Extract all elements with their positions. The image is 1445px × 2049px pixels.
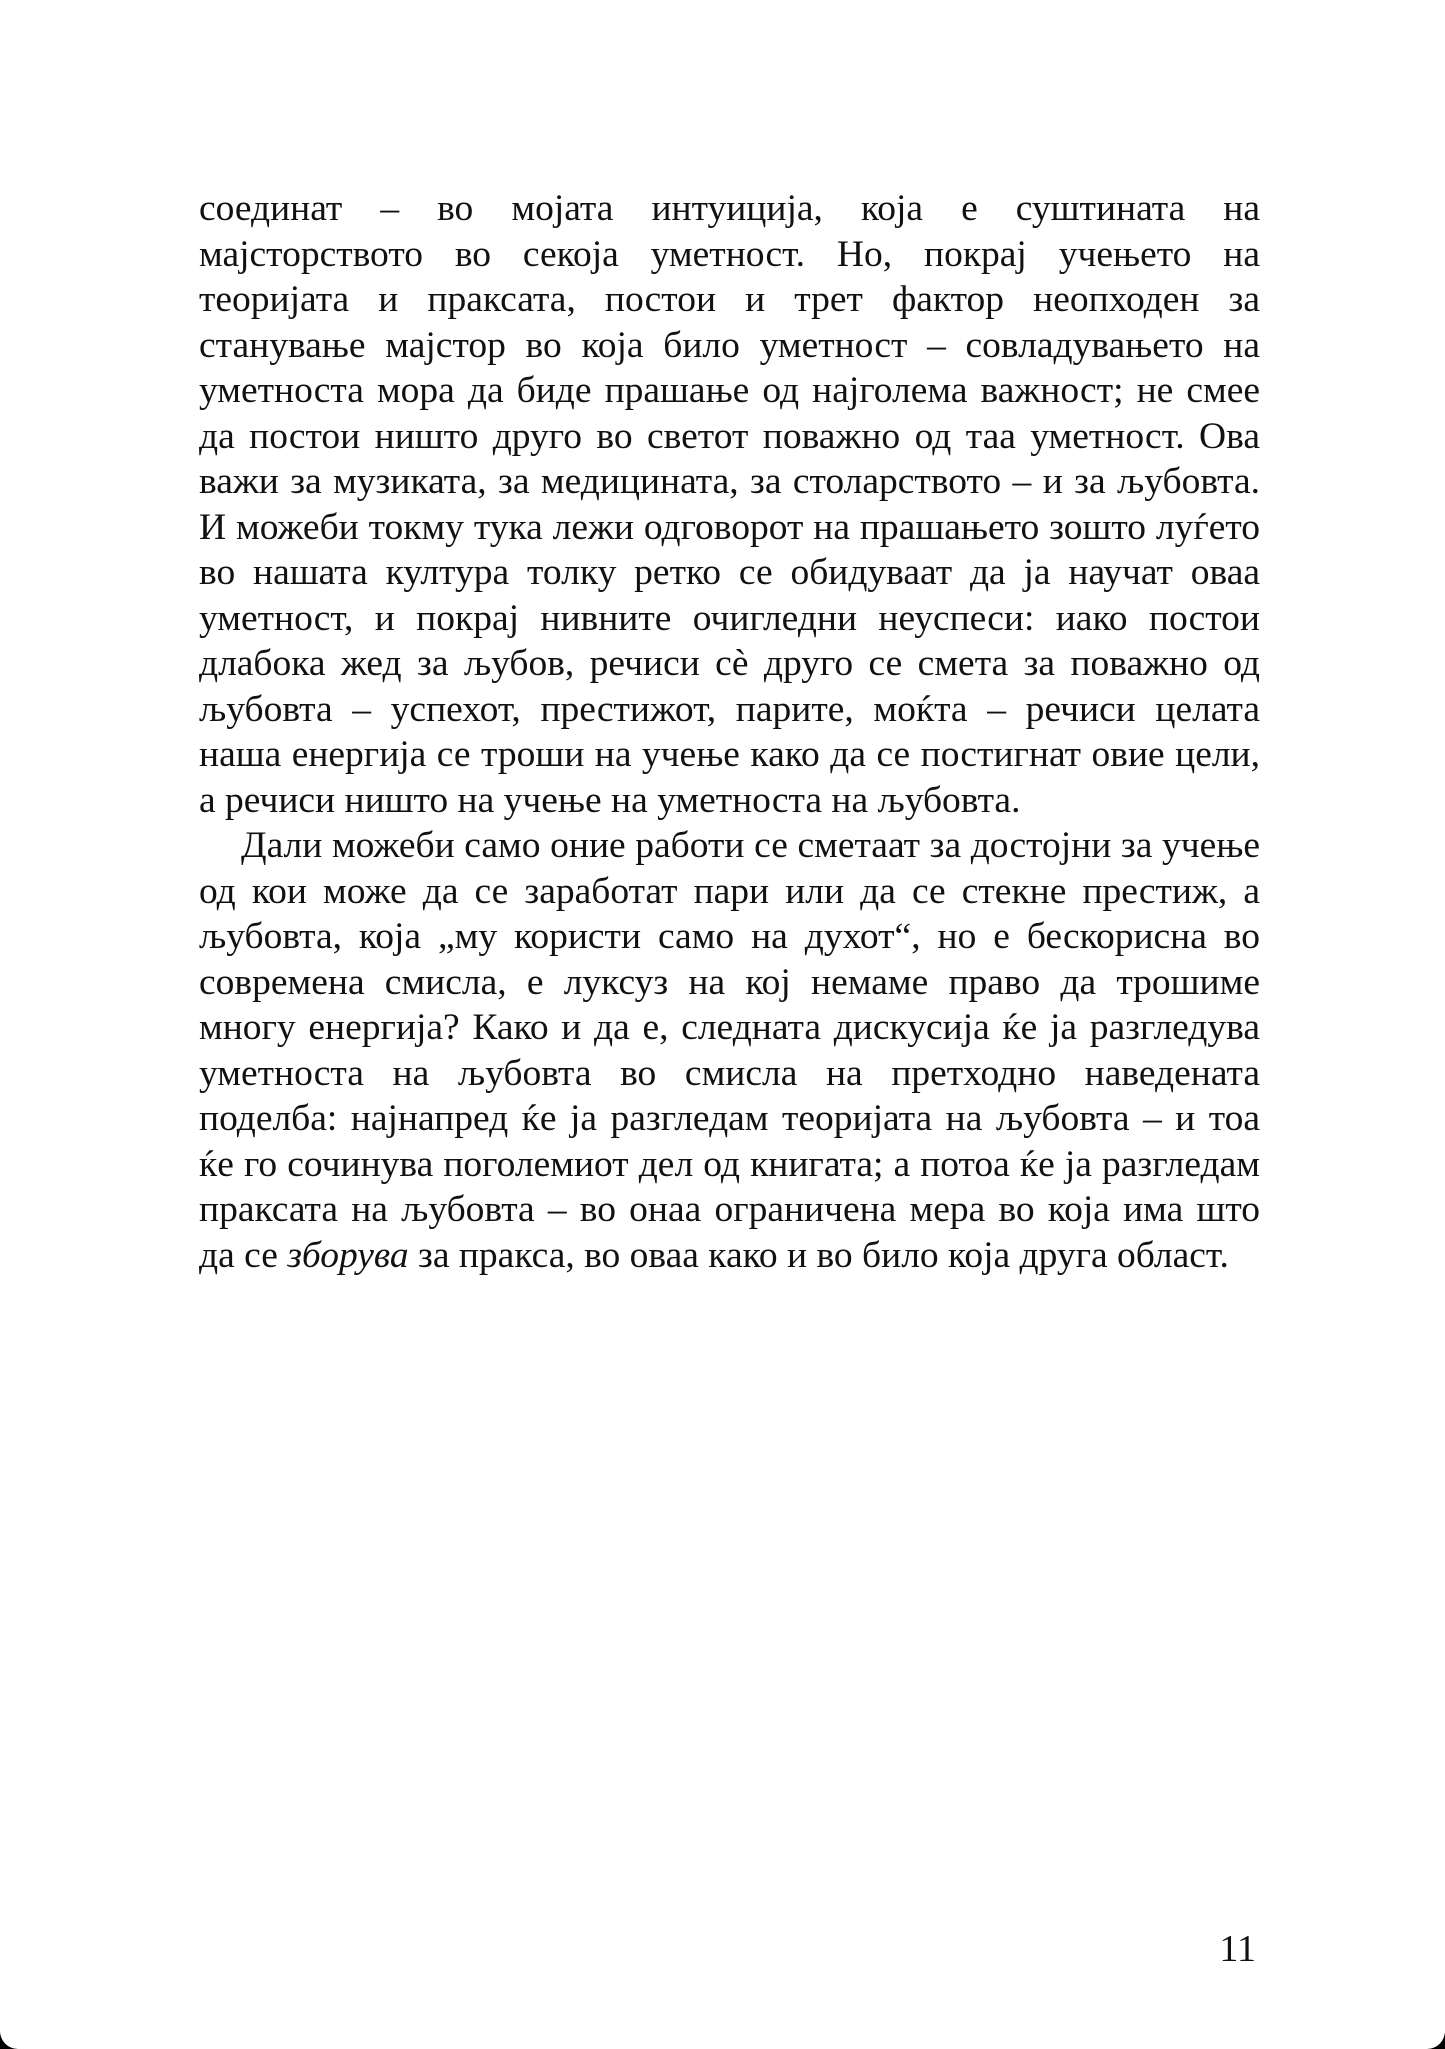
body-text [199,186,1260,1278]
page-number: 11 [1219,1928,1256,1970]
paragraph-1: соединат – во мојата интуиција, која е суштината на мајсторството во секоја уметност. Но, покрај учењето на теоријата и праксата, постои и трет фактор неопходен за станување мајстор во која било уметност – совладувањето на уметноста мора да биде прашање од најголема важност; не смее да постои ништо друго во светот поважно од таа уметност. Ова важи за музиката, за медицината, за столарството – и за љубовта. И можеби токму тука лежи одговорот на прашањето зошто луѓето во нашата култура толку ретко се обидуваат да ја научат оваа уметност, и покрај нивните очигледни неуспеси: иако постои длабока жед за љубов, речиси сѐ друго се смета за поважно од љубовта – успехот, престижот, парите, моќта – речиси целата наша енергија се троши на учење како да се постигнат овие цели, а речиси ништо на учење на уметноста на љубовта. [199,188,1260,821]
paragraph-2-text-end: за пракса, во оваа како и во било која друга област. [408,1234,1229,1276]
paragraph-2 [199,823,1260,1278]
italic-word: зборува [287,1234,409,1276]
paragraph-2-text-start: Дали можеби само оние работи се сметаат за достојни за учење од кои може да се заработат пари или да се стекне престиж, а љубовта, која „му користи само на духот“, но е бескорисна во современа смисла, е луксуз на кој немаме право да трошиме многу енергија? Како и да е, следната дискусија ќе ја разгледува уметноста на љубовта во смисла на претходно наведената поделба: најнапред ќе ја разгледам теоријата на љубовта – и тоа ќе го сочинува поголемиот дел од книгата; а потоа ќе ја разгледам праксата на љубовта – во онаа ограничена мера во која има што да се [199,825,1260,1276]
